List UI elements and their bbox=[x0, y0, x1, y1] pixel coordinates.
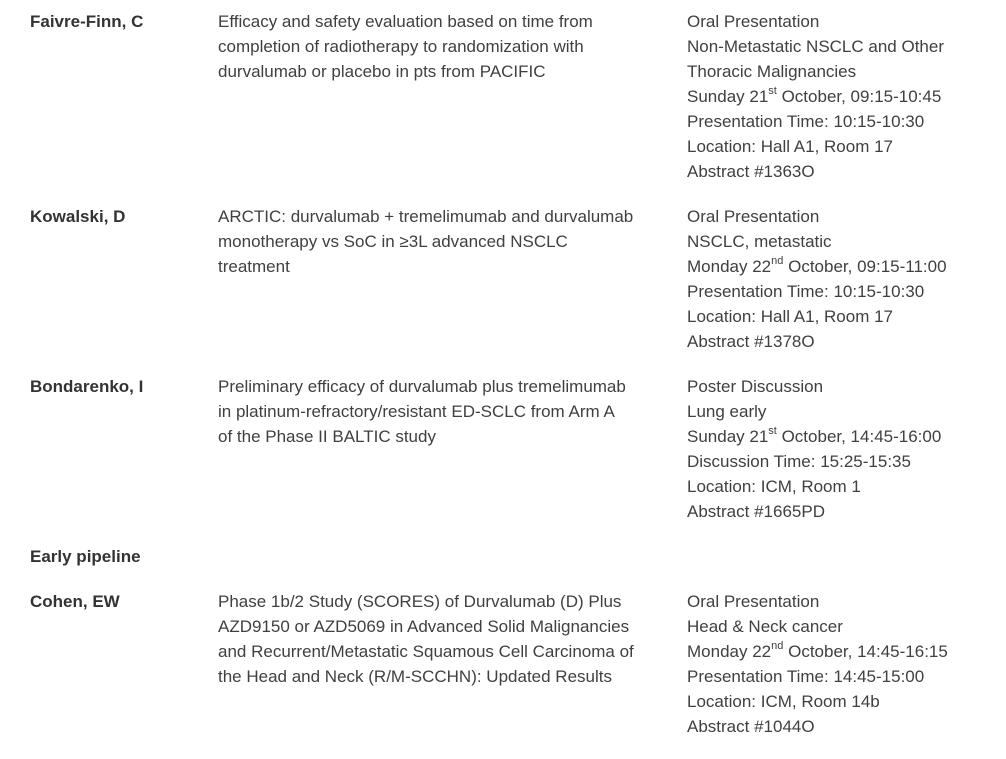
title-line: the Head and Neck (R/M-SCCHN): Updated Results bbox=[218, 667, 612, 686]
date-day: Monday 22 bbox=[687, 642, 772, 661]
session-track: Thoracic Malignancies bbox=[687, 62, 857, 81]
table-row bbox=[0, 374, 1006, 544]
date-time-range: October, 09:15-11:00 bbox=[783, 257, 947, 276]
session-type: Oral Presentation bbox=[687, 592, 820, 611]
title-line: Efficacy and safety evaluation based on time from bbox=[218, 12, 593, 31]
location: Location: ICM, Room 14b bbox=[687, 692, 880, 711]
session-date bbox=[687, 84, 1006, 109]
location: Location: Hall A1, Room 17 bbox=[687, 307, 894, 326]
presentation-title bbox=[218, 204, 687, 279]
presentation-time: Presentation Time: 10:15-10:30 bbox=[687, 112, 925, 131]
table-row bbox=[0, 589, 1006, 759]
session-details bbox=[687, 204, 1006, 354]
session-details bbox=[687, 9, 1006, 184]
abstract-number: Abstract #1044O bbox=[687, 717, 815, 736]
session-date bbox=[687, 254, 1006, 279]
table-row bbox=[0, 9, 1006, 204]
section-heading: Early pipeline bbox=[30, 547, 141, 566]
session-track: NSCLC, metastatic bbox=[687, 232, 832, 251]
session-track: Head & Neck cancer bbox=[687, 617, 843, 636]
date-ordinal: nd bbox=[771, 255, 784, 268]
location: Location: Hall A1, Room 17 bbox=[687, 137, 894, 156]
date-day: Sunday 21 bbox=[687, 87, 769, 106]
title-line: treatment bbox=[218, 257, 290, 276]
author-name: Cohen, EW bbox=[30, 592, 120, 611]
presentation-time: Presentation Time: 14:45-15:00 bbox=[687, 667, 925, 686]
title-line: monotherapy vs SoC in ≥3L advanced NSCLC bbox=[218, 232, 568, 251]
title-line: of the Phase II BALTIC study bbox=[218, 427, 436, 446]
table-row bbox=[0, 204, 1006, 374]
session-date bbox=[687, 424, 1006, 449]
date-time-range: October, 09:15-10:45 bbox=[776, 87, 942, 106]
author-name: Faivre-Finn, C bbox=[30, 12, 144, 31]
title-line: completion of radiotherapy to randomization with bbox=[218, 37, 584, 56]
title-line: durvalumab or placebo in pts from PACIFIC bbox=[218, 62, 546, 81]
author-name: Bondarenko, I bbox=[30, 377, 144, 396]
session-details bbox=[687, 374, 1006, 524]
session-type: Poster Discussion bbox=[687, 377, 824, 396]
abstract-number: Abstract #1378O bbox=[687, 332, 815, 351]
session-details bbox=[687, 589, 1006, 739]
title-line: ARCTIC: durvalumab + tremelimumab and durvalumab bbox=[218, 207, 634, 226]
abstract-number: Abstract #1363O bbox=[687, 162, 815, 181]
title-line: in platinum-refractory/resistant ED-SCLC from Arm A bbox=[218, 402, 615, 421]
presentation-title bbox=[218, 589, 687, 689]
discussion-time: Discussion Time: 15:25-15:35 bbox=[687, 452, 911, 471]
presentation-title bbox=[218, 9, 687, 84]
presentation-time: Presentation Time: 10:15-10:30 bbox=[687, 282, 925, 301]
author-name: Kowalski, D bbox=[30, 207, 126, 226]
date-day: Sunday 21 bbox=[687, 427, 769, 446]
session-type: Oral Presentation bbox=[687, 12, 820, 31]
session-track: Lung early bbox=[687, 402, 767, 421]
date-time-range: October, 14:45-16:15 bbox=[783, 642, 948, 661]
date-time-range: October, 14:45-16:00 bbox=[776, 427, 942, 446]
date-day: Monday 22 bbox=[687, 257, 772, 276]
title-line: Preliminary efficacy of durvalumab plus tremelimumab bbox=[218, 377, 626, 396]
date-ordinal: nd bbox=[771, 640, 784, 653]
date-ordinal: st bbox=[768, 425, 777, 438]
session-date bbox=[687, 639, 1006, 664]
presentation-title bbox=[218, 374, 687, 449]
session-track: Non-Metastatic NSCLC and Other bbox=[687, 37, 944, 56]
location: Location: ICM, Room 1 bbox=[687, 477, 861, 496]
title-line: and Recurrent/Metastatic Squamous Cell Carcinoma of bbox=[218, 642, 634, 661]
date-ordinal: st bbox=[768, 85, 777, 98]
title-line: Phase 1b/2 Study (SCORES) of Durvalumab (D) Plus bbox=[218, 592, 622, 611]
title-line: AZD9150 or AZD5069 in Advanced Solid Malignancies bbox=[218, 617, 630, 636]
abstract-number: Abstract #1665PD bbox=[687, 502, 825, 521]
session-type: Oral Presentation bbox=[687, 207, 820, 226]
